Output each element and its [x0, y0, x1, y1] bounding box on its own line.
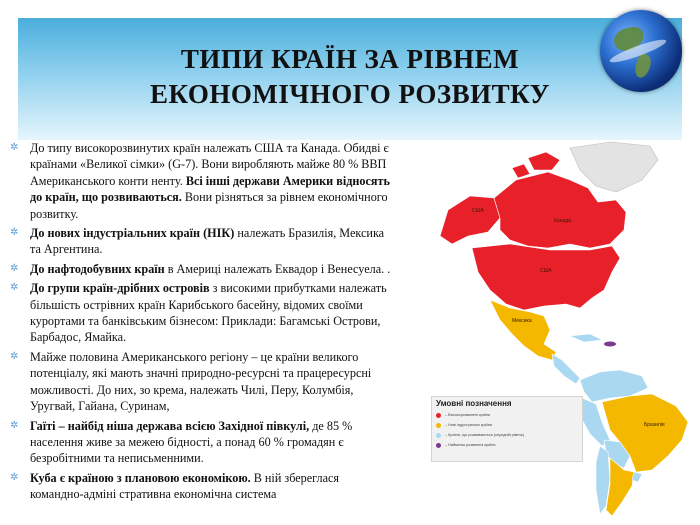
map-legend — [431, 396, 583, 462]
bullet-text: з високими прибутками належать більшість острівних країн Карибського басейну, відомих своїми курортами та банківським бізнесом: Приклади: Багамські Острови, Барбадос, Ямайка. — [30, 281, 387, 345]
bullet-bold-text: До нових індустріальних країн (НІК) — [30, 226, 235, 241]
bullet-list — [8, 140, 393, 506]
bullet-item — [8, 470, 393, 503]
map-label-brazil: Бразилія — [644, 422, 665, 428]
americas-map — [420, 140, 696, 520]
legend-swatch — [436, 433, 441, 438]
legend-swatch — [436, 443, 441, 448]
bullet-text: належать Бразилія, Мексика та Аргентина. — [30, 226, 385, 257]
bullet-item — [8, 418, 393, 467]
bullet-text: де 85 % населення живе за межею бідності, а понад 60 % громадян є безробітними та неписьменними. — [30, 418, 353, 466]
map-label-mexico: Мексика — [512, 318, 532, 324]
globe-image — [600, 10, 682, 92]
bullet-bold-text: Куба є країною з плановою економікою. — [30, 470, 251, 485]
bullet-text: Вони різняться за рівнем економічного розвитку. — [30, 190, 388, 221]
legend-item — [432, 430, 582, 440]
legend-item — [432, 410, 582, 420]
legend-swatch — [436, 423, 441, 428]
legend-title: Умовні позначення — [436, 399, 512, 408]
bullet-icon: ✲ — [10, 350, 19, 362]
bullet-icon: ✲ — [10, 282, 19, 294]
bullet-bold-text: Гаїті – найбід ніша держава всією Західної півкулі, — [30, 418, 310, 433]
bullet-item — [8, 349, 393, 415]
legend-label: – Високорозвинені країни — [445, 413, 491, 417]
legend-item — [432, 440, 582, 450]
bullet-bold-text: До групи країн-дрібних островів — [30, 281, 210, 296]
bullet-icon: ✲ — [10, 227, 19, 239]
bullet-item — [8, 261, 393, 277]
bullet-icon: ✲ — [10, 471, 19, 483]
bullet-text: Майже половина Американського регіону – це країни великого потенціалу, які мають значні природно-ресурсні та працересурсні можливості. До них, зо крема, належать Чилі, Перу, Колумбія, Уругвай, Гайана, Суринам, — [30, 349, 372, 414]
bullet-item — [8, 140, 393, 222]
bullet-bold-text: До нафтодобувних країн — [30, 261, 165, 276]
legend-label: – Нові індустріальні країни — [445, 423, 492, 427]
haiti-shape — [604, 342, 616, 347]
bullet-bold-text: Всі інші держави Америки відносять до країн, що розвиваються. — [30, 173, 390, 205]
map-label-usa: США — [540, 268, 552, 274]
bullet-item — [8, 225, 393, 258]
legend-label: – Країни, що розвиваються (середній рівень) — [445, 433, 524, 437]
title-line-1: ТИПИ КРАЇН ЗА РІВНЕМ — [180, 44, 520, 74]
map-label-canada: Канада — [554, 218, 571, 224]
bullet-item — [8, 280, 393, 346]
slide-title — [110, 42, 590, 112]
bullet-text: До типу високорозвинутих країн належать США та Канада. Обидві є країнами «Великої сімки» (G-7). Вони виробляють майже 80 % ВВП Американського конти ненту. — [30, 141, 389, 188]
bullet-icon: ✲ — [10, 262, 19, 274]
bullet-icon: ✲ — [10, 419, 19, 431]
legend-label: – Найменш розвинені країни — [445, 443, 496, 447]
map-svg — [420, 140, 696, 520]
legend-swatch — [436, 413, 441, 418]
map-label-usa-alaska: США — [472, 208, 484, 214]
bullet-text: в Америці належать Еквадор і Венесуела. . — [164, 261, 391, 276]
bullet-text: В ній збереглася командно-адміні стративна економічна система — [30, 470, 340, 502]
legend-item — [432, 420, 582, 430]
title-line-2: ЕКОНОМІЧНОГО РОЗВИТКУ — [150, 79, 550, 109]
bullet-icon: ✲ — [10, 142, 19, 153]
